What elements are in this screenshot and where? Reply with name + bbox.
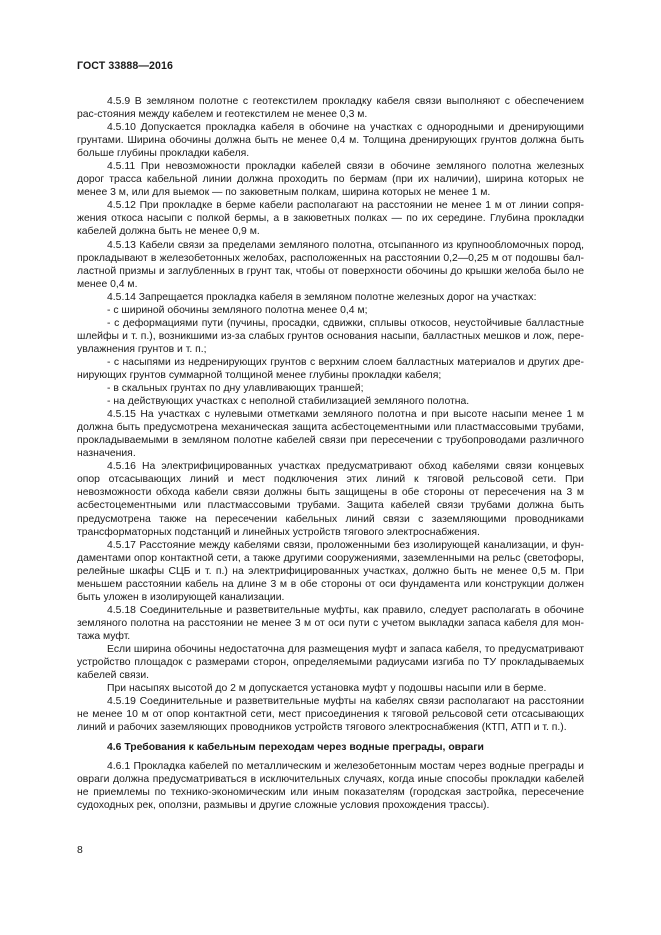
paragraph-4-5-19: 4.5.19 Соединительные и разветвительные муфты на кабелях связи располагают на расстоянии не менее 10 м от опор контактной сети, мест присоединения к тяговой рельсовой сети отсасывающих линий и рабочих заземляющих проводников устройств тягового электроснабжения (КТП, АТП и т. п.). [77,696,584,734]
paragraph-4-5-14: 4.5.14 Запрещается прокладка кабеля в земляном полотне железных дорог на участках: [107,291,537,303]
paragraph-4-5-18-continued: Если ширина обочины недостаточна для размещения муфт и запаса кабеля, то предусматривают устройство площадок с размерами сторон, определяемыми радиусами изгиба по ТУ прокладываемых кабелей связи. [77,643,584,682]
page-number: 8 [77,845,83,856]
list-item: - с деформациями пути (пучины, просадки, сдвижки, сплывы откосов, неустойчивые балластные шлейфы и т. п.), возникшими из-за слабых грунтов основания насыпи, балластных мешков и лож, пере-увлажнения грунтов и т. п.; [77,317,584,355]
paragraph-4-5-12: 4.5.12 При прокладке в берме кабели располагают на расстоянии не менее 1 м от линии сопря-жения откоса насыпи с полкой бермы, а в закюветных полках — по их середине. Глубина прокладки кабелей должна быть не менее 0,9 м. [77,200,584,238]
paragraph-4-5-18-embankment: При насыпях высотой до 2 м допускается установка муфт у подошвы насыпи или в берме. [107,683,547,695]
list-item: - с насыпями из недренирующих грунтов с верхним слоем балластных материалов и других дре-нирующих грунтов суммарной толщиной менее глубины прокладки кабеля; [77,356,584,381]
paragraph-4-5-13: 4.5.13 Кабели связи за пределами земляного полотна, отсыпанного из крупнообломочных пород, прокладывают в железобетонных желобах, расположенных на расстоянии 0,2—0,25 м от подошвы бал-ластной призмы и заглубленных в грунт так, чтобы от поверхности обочины до крышки желоба было не менее 0,4 м. [77,239,584,290]
list-item: - на действующих участках с неполной стабилизацией земляного полотна. [107,396,470,408]
paragraph-4-5-10: 4.5.10 Допускается прокладка кабеля в обочине на участках с однородными и дренирующими грунтами. Ширина обочины должна быть не менее 0,4 м. Толщина дренирующих грунтов должна быть больше глубины прокладки кабеля. [77,122,584,160]
paragraph-4-6-1: 4.6.1 Прокладка кабелей по металлическим и железобетонным мостам через водные преграды и овраги должна предусматриваться в исключительных случаях, когда иные способы прокладки кабелей не приемлемы по технико-экономическим или иным показателям (городская застройка, пересечение судоходных рек, оползни, размывы и другие сложные условия прохождения трассы). [77,761,584,812]
paragraph-4-5-16: 4.5.16 На электрифицированных участках предусматривают обход кабелями связи концевых опор отсасывающих линий и мест подключения этих линий к тяговой рельсовой сети. При невозможности обхода кабели связи должны быть защищены в обе стороны от пересечения на 3 м асбестоцементными или пластмассовыми трубами. Защита кабелей связи трубами должна быть предусмотрена также на пересечении кабельных линий связи с заземляющими проводниками трансформаторных подстанций и линейных устройств тягового электроснабжения. [77,461,584,538]
list-item: - в скальных грунтах по дну улавливающих траншей; [107,383,364,395]
list-item: - с шириной обочины земляного полотна менее 0,4 м; [107,304,368,316]
paragraph-4-5-9: 4.5.9 В земляном полотне с геотекстилем прокладку кабеля связи выполняют с обеспечением рас-стояния между кабелем и геотекстилем не менее 0,3 м. [77,96,584,121]
page-header-standard-code: ГОСТ 33888—2016 [77,60,174,72]
paragraph-4-5-18: 4.5.18 Соединительные и разветвительные муфты, как правило, следует располагать в обочине земляного полотна на расстоянии не менее 3 м от оси пути с учетом выкладки запаса кабеля для мон-тажа муфт. [77,604,584,642]
paragraph-4-5-11: 4.5.11 При невозможности прокладки кабелей связи в обочине земляного полотна железных дорог трасса кабельной линии должна проходить по бермам (при их наличии), ширина которых не менее 3 м, или для выемок — по закюветным полкам, ширина которых не менее 1 м. [77,161,584,199]
paragraph-4-5-15: 4.5.15 На участках с нулевыми отметками земляного полотна и при высоте насыпи менее 1 м должна быть предусмотрена механическая защита асбестоцементными или пластмассовыми трубами, прокладываемыми в земляном полотне кабелей связи при пересечении с трубопроводами различного назначения. [77,409,584,460]
document-body [77,95,584,813]
paragraph-4-5-17: 4.5.17 Расстояние между кабелями связи, проложенными без изолирующей канализации, и фун-даментами опор контактной сети, а также другими сооружениями, заземленными на рельс (светофоры, релейные шкафы СЦБ и т. п.) на электрифицированных участках, должно быть не менее 0,5 м. При меньшем расстоянии кабель на длине 3 м в обе стороны от оси фундамента или конструкции должен быть уложен в изолирующей канализации. [77,539,584,603]
section-heading-4-6: 4.6 Требования к кабельным переходам через водные преграды, овраги [107,742,484,754]
